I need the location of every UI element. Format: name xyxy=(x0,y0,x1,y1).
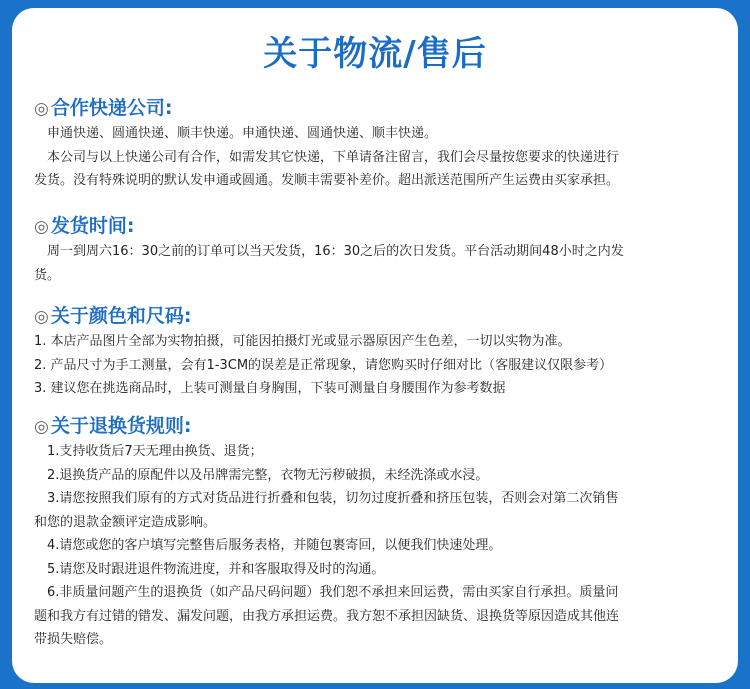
section-heading xyxy=(34,304,724,328)
circle-bullet-icon: ◎ xyxy=(34,307,49,327)
text-line: 带损失赔偿。 xyxy=(34,632,113,647)
section-body xyxy=(34,122,724,193)
section-heading xyxy=(34,414,724,438)
section-heading-text: 发货时间: xyxy=(50,215,135,237)
circle-bullet-icon: ◎ xyxy=(34,99,49,119)
text-line: 2. 产品尺寸为手工测量，会有1-3CM的误差是正常现象，请您购买时仔细对比（客服建议仅限参考） xyxy=(34,357,613,373)
text-line: 周一到周六16：30之前的订单可以当天发货，16：30之后的次日发货。平台活动期间48小时之内发 xyxy=(47,244,624,259)
text-line: 题和我方有过错的错发、漏发问题，由我方承担运费。我方恕不承担因缺货、退换货等原因造成其他连 xyxy=(34,608,620,624)
section-body xyxy=(34,240,724,287)
text-line: 1. 本店产品图片全部为实物拍摄，可能因拍摄灯光或显示器原因产生色差，一切以实物为准。 xyxy=(34,334,571,349)
section-courier-partners xyxy=(34,96,724,193)
circle-bullet-icon: ◎ xyxy=(34,217,49,237)
text-line: 发货。没有特殊说明的默认发申通或圆通。发顺丰需要补差价。超出派送范围所产生运费由买家承担。 xyxy=(34,173,620,188)
section-body xyxy=(34,440,724,652)
section-heading-text: 合作快递公司: xyxy=(50,97,173,119)
content-card xyxy=(12,8,738,683)
text-line: 3.请您按照我们原有的方式对货品进行折叠和包装，切勿过度折叠和挤压包装，否则会对第二次销售 xyxy=(47,491,619,506)
section-shipping-time xyxy=(34,214,724,287)
section-heading-text: 关于退换货规则: xyxy=(50,415,192,437)
circle-bullet-icon: ◎ xyxy=(34,417,49,437)
section-return-rules xyxy=(34,414,724,652)
text-line: 3. 建议您在挑选商品时，上装可测量自身胸围，下装可测量自身腰围作为参考数据 xyxy=(34,381,506,396)
section-heading-text: 关于颜色和尺码: xyxy=(50,305,192,327)
text-line: 5.请您及时跟进退件物流进度，并和客服取得及时的沟通。 xyxy=(47,561,385,577)
page-title: 关于物流/售后 xyxy=(263,34,487,74)
text-line: 2.退换货产品的原配件以及吊牌需完整，衣物无污秽破损，未经洗涤或水浸。 xyxy=(47,467,489,483)
text-line: 6.非质量问题产生的退换货（如产品尺码问题）我们恕不承担来回运费，需由买家自行承担。质量问 xyxy=(47,585,619,600)
text-line: 和您的退款金额评定造成影响。 xyxy=(34,514,217,530)
text-line: 1.支持收货后7天无理由换货、退货； xyxy=(47,444,263,459)
text-line: 申通快递、圆通快递、顺丰快递。申通快递、圆通快递、顺丰快递。 xyxy=(47,126,438,141)
text-line: 货。 xyxy=(34,267,61,283)
section-body xyxy=(34,330,724,401)
section-color-size xyxy=(34,304,724,401)
section-heading xyxy=(34,214,724,238)
text-line: 本公司与以上快递公司有合作，如需发其它快递，下单请备注留言，我们会尽量按您要求的快递进行 xyxy=(47,149,620,165)
section-heading xyxy=(34,96,724,120)
text-line: 4.请您或您的客户填写完整售后服务表格，并随包裹寄回，以便我们快速处理。 xyxy=(47,538,502,553)
